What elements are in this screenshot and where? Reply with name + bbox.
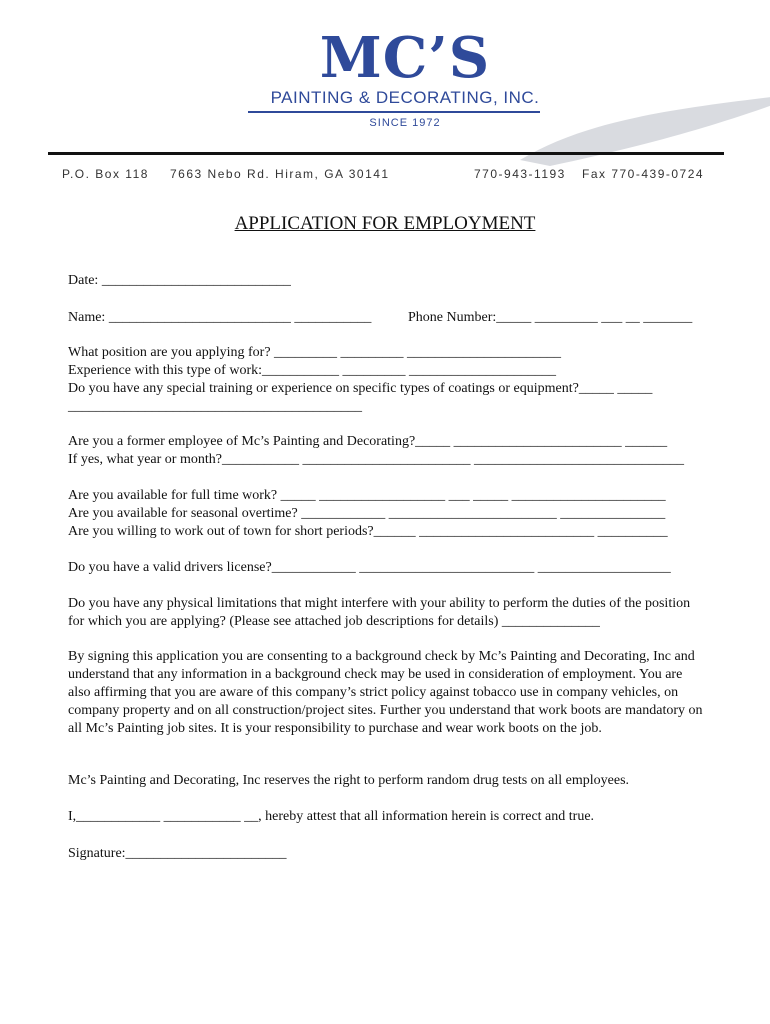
logo-since: SINCE 1972 [369, 117, 441, 129]
header-divider [48, 152, 724, 155]
street-address: 7663 Nebo Rd. Hiram, GA 30141 [170, 167, 390, 181]
fax: Fax 770-439-0724 [582, 167, 705, 181]
po-box: P.O. Box 118 [62, 167, 149, 181]
phone-number-field[interactable]: Phone Number:_____ _________ ___ __ _______ [408, 310, 693, 325]
license-field[interactable]: Do you have a valid drivers license?____________ _________________________ ___________________ [68, 560, 671, 575]
limitations-question[interactable]: Do you have any physical limitations that might interfere with your ability to perform the duties of the position for which you are applying? (Please see attached job descriptions for details) ______________ [68, 596, 691, 629]
experience-field[interactable]: Experience with this type of work:___________ _________ _____________________ [68, 363, 557, 378]
phone: 770-943-1193 [474, 167, 566, 181]
date-field[interactable]: Date: ___________________________ [68, 273, 291, 288]
consent-paragraph: By signing this application you are consenting to a background check by Mc’s Painting and Decorating, Inc and understand that any information in a background check may be used in consideration of employment. You are also affirming that you are aware of this company’s strict policy against tobacco use in company vehicles, on company property and on all construction/project sites. Further you understand that work boots are mandatory on all Mc’s Painting job sites. It is your responsibility to purchase and wear work boots on the job. [68, 649, 703, 736]
out-of-town-field[interactable]: Are you willing to work out of town for short periods?______ _________________________ __________ [68, 524, 668, 539]
company-logo [240, 25, 570, 143]
former-employee-field[interactable]: Are you a former employee of Mc’s Painting and Decorating?_____ ________________________ ______ [68, 434, 668, 449]
training-field[interactable]: Do you have any special training or experience on specific types of coatings or equipment?_____ _____ [68, 381, 653, 396]
training-continued-field[interactable]: __________________________________________ [68, 399, 362, 414]
full-time-field[interactable]: Are you available for full time work? _____ __________________ ___ _____ ______________________ [68, 488, 666, 503]
seasonal-field[interactable]: Are you available for seasonal overtime? ____________ ________________________ _______________ [68, 506, 666, 521]
logo-subtitle: PAINTING & DECORATING, INC. [270, 88, 540, 107]
name-field[interactable]: Name: __________________________ ___________ [68, 310, 372, 325]
former-when-field[interactable]: If yes, what year or month?___________ ________________________ ______________________________ [68, 452, 684, 467]
attest-field[interactable]: I,____________ ___________ __, hereby attest that all information herein is correct and true. [68, 809, 595, 824]
logo-wordmark: MC’S [319, 25, 491, 91]
signature-field[interactable]: Signature:_______________________ [68, 846, 287, 861]
position-field[interactable]: What position are you applying for? _________ _________ ______________________ [68, 345, 562, 360]
logo-rule [248, 111, 540, 113]
drug-test-notice: Mc’s Painting and Decorating, Inc reserves the right to perform random drug tests on all employees. [68, 773, 630, 788]
page-title: APPLICATION FOR EMPLOYMENT [234, 213, 536, 234]
